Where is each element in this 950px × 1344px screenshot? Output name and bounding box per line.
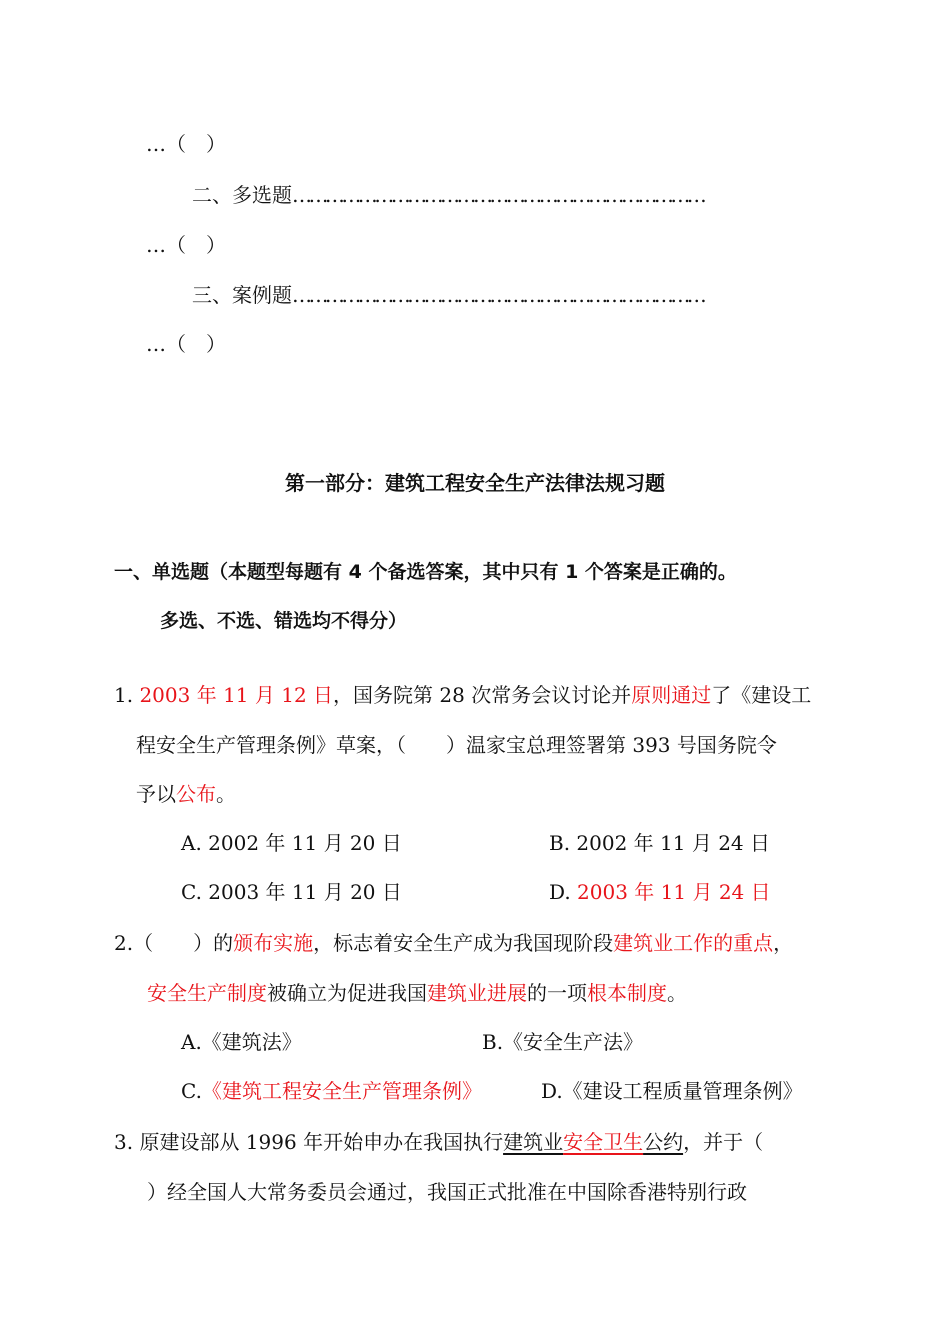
question-1-line3 xyxy=(136,781,236,807)
question-2-option-b: B.《安全生产法》 xyxy=(482,1030,644,1054)
toc-dots-case: ………………………………………………………………… xyxy=(292,283,704,307)
question-1-option-d-label: D. xyxy=(549,880,578,904)
question-2-highlight-1: 颁布实施 xyxy=(233,931,314,955)
question-2-text-d: 被确立为促进我国 xyxy=(267,981,427,1005)
question-2-line2 xyxy=(147,980,687,1006)
toc-entry-multi-choice xyxy=(192,182,703,208)
question-2-text-f: 。 xyxy=(667,981,687,1005)
question-3-text-b: ，并于（ xyxy=(683,1130,764,1154)
question-2-highlight-3: 安全生产制度 xyxy=(147,981,267,1005)
question-2-line1 xyxy=(114,930,793,956)
question-1-text-c: 予以 xyxy=(136,782,176,806)
question-1-approve: 原则通过 xyxy=(631,683,712,707)
question-2-text-e: 的一项 xyxy=(527,981,587,1005)
question-1-option-b: B. 2002 年 11 月 24 日 xyxy=(549,831,770,855)
question-2-option-c xyxy=(181,1078,482,1104)
question-2-text-c: ， xyxy=(773,931,794,955)
question-3-underlined-2: 公约 xyxy=(643,1130,684,1154)
question-1-number: 1. xyxy=(114,683,134,707)
toc-label-case: 三、案例题 xyxy=(192,283,292,307)
question-3-underlined-1: 建筑业 xyxy=(503,1130,564,1154)
toc-label-multi: 二、多选题 xyxy=(192,183,292,207)
question-1-option-a: A. 2002 年 11 月 20 日 xyxy=(181,831,402,855)
toc-line-tail-2: …（ ） xyxy=(146,233,226,257)
question-2-text-b: ，标志着安全生产成为我国现阶段 xyxy=(313,931,614,955)
toc-entry-case xyxy=(192,282,703,308)
question-2-highlight-4: 建筑业进展 xyxy=(427,981,527,1005)
question-1-publish: 公布 xyxy=(176,782,216,806)
question-2-option-a: A.《建筑法》 xyxy=(181,1030,302,1054)
part-title: 第一部分：建筑工程安全生产法律法规习题 xyxy=(285,471,665,495)
question-2-number: 2. xyxy=(114,931,134,955)
question-1-line1 xyxy=(114,682,811,708)
section-heading-line1: 一、单选题（本题型每题有 4 个备选答案，其中只有 1 个答案是正确的。 xyxy=(114,561,737,583)
section-heading-line2: 多选、不选、错选均不得分） xyxy=(160,610,408,632)
question-2-option-d: D.《建设工程质量管理条例》 xyxy=(541,1079,803,1103)
question-2-highlight-2: 建筑业工作的重点 xyxy=(613,931,774,955)
toc-line-tail-1: …（ ） xyxy=(146,132,226,156)
question-1-line2: 程安全生产管理条例》草案，（ ）温家宝总理签署第 393 号国务院令 xyxy=(136,733,777,757)
question-2-option-c-label: C. xyxy=(181,1079,202,1103)
question-2-highlight-5: 根本制度 xyxy=(587,981,667,1005)
toc-line-tail-3: …（ ） xyxy=(146,332,226,356)
question-1-option-d xyxy=(549,879,771,905)
question-3-text-a: 原建设部从 1996 年开始申办在我国执行 xyxy=(139,1130,504,1154)
question-3-number: 3. xyxy=(114,1130,134,1154)
question-1-text-d: 。 xyxy=(216,782,236,806)
question-3-line1 xyxy=(114,1129,763,1155)
question-1-text-b: 了《建设工 xyxy=(711,683,812,707)
toc-dots-multi: ………………………………………………………………… xyxy=(292,183,704,207)
question-2-option-c-answer: 《建筑工程安全生产管理条例》 xyxy=(201,1079,482,1103)
question-3-highlight: 安全卫生 xyxy=(563,1130,644,1154)
question-1-option-c: C. 2003 年 11 月 20 日 xyxy=(181,880,402,904)
question-2-text-a: （ ）的 xyxy=(133,931,234,955)
question-1-option-d-answer: 2003 年 11 月 24 日 xyxy=(577,880,771,904)
question-1-text-a: ，国务院第 28 次常务会议讨论并 xyxy=(333,683,632,707)
question-1-date: 2003 年 11 月 12 日 xyxy=(139,683,334,707)
question-3-line2: ）经全国人大常务委员会通过，我国正式批准在中国除香港特别行政 xyxy=(147,1180,747,1204)
